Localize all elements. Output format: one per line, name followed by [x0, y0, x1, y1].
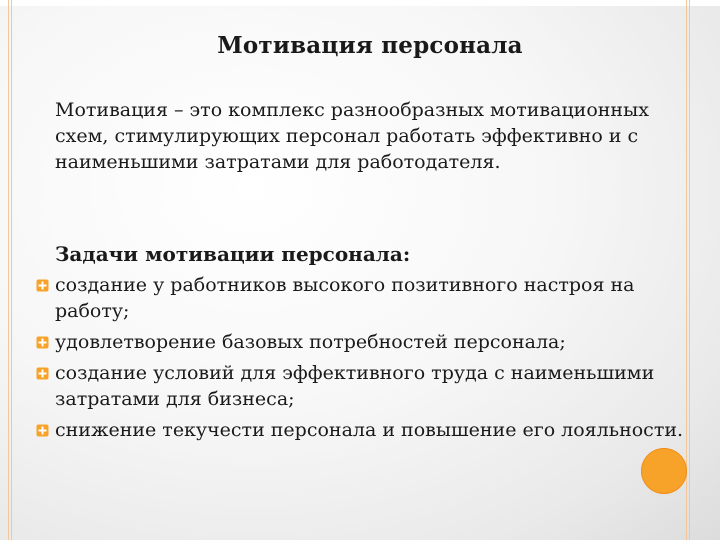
slide-top-edge [0, 0, 720, 6]
left-frame-line [8, 0, 9, 540]
intro-paragraph: Мотивация – это комплекс разнообразных мотивационных схем, стимулирующих персонал работать эффективно и с наименьшими затратами для работодателя. [55, 99, 649, 173]
orange-circle-decoration [641, 448, 687, 494]
left-frame-line-inner [11, 0, 12, 540]
right-frame-line-inner [686, 0, 687, 540]
list-item [36, 272, 686, 324]
plus-square-icon [36, 424, 49, 437]
list-item-text: создание у работников высокого позитивного настроя на работу; [55, 274, 635, 322]
plus-square-icon [36, 367, 49, 380]
tasks-list [36, 272, 686, 448]
list-item-text: снижение текучести персонала и повышение его лояльности. [55, 419, 684, 441]
plus-square-icon [36, 336, 49, 349]
plus-square-icon [36, 279, 49, 292]
list-item-text: создание условий для эффективного труда с наименьшими затратами для бизнеса; [55, 362, 655, 410]
right-frame-line [689, 0, 690, 540]
list-item [36, 329, 686, 355]
tasks-heading: Задачи мотивации персонала: [55, 242, 411, 266]
list-item-text: удовлетворение базовых потребностей персонала; [55, 331, 566, 353]
list-item [36, 360, 686, 412]
list-item [36, 417, 686, 443]
slide-title: Мотивация персонала [217, 32, 523, 59]
